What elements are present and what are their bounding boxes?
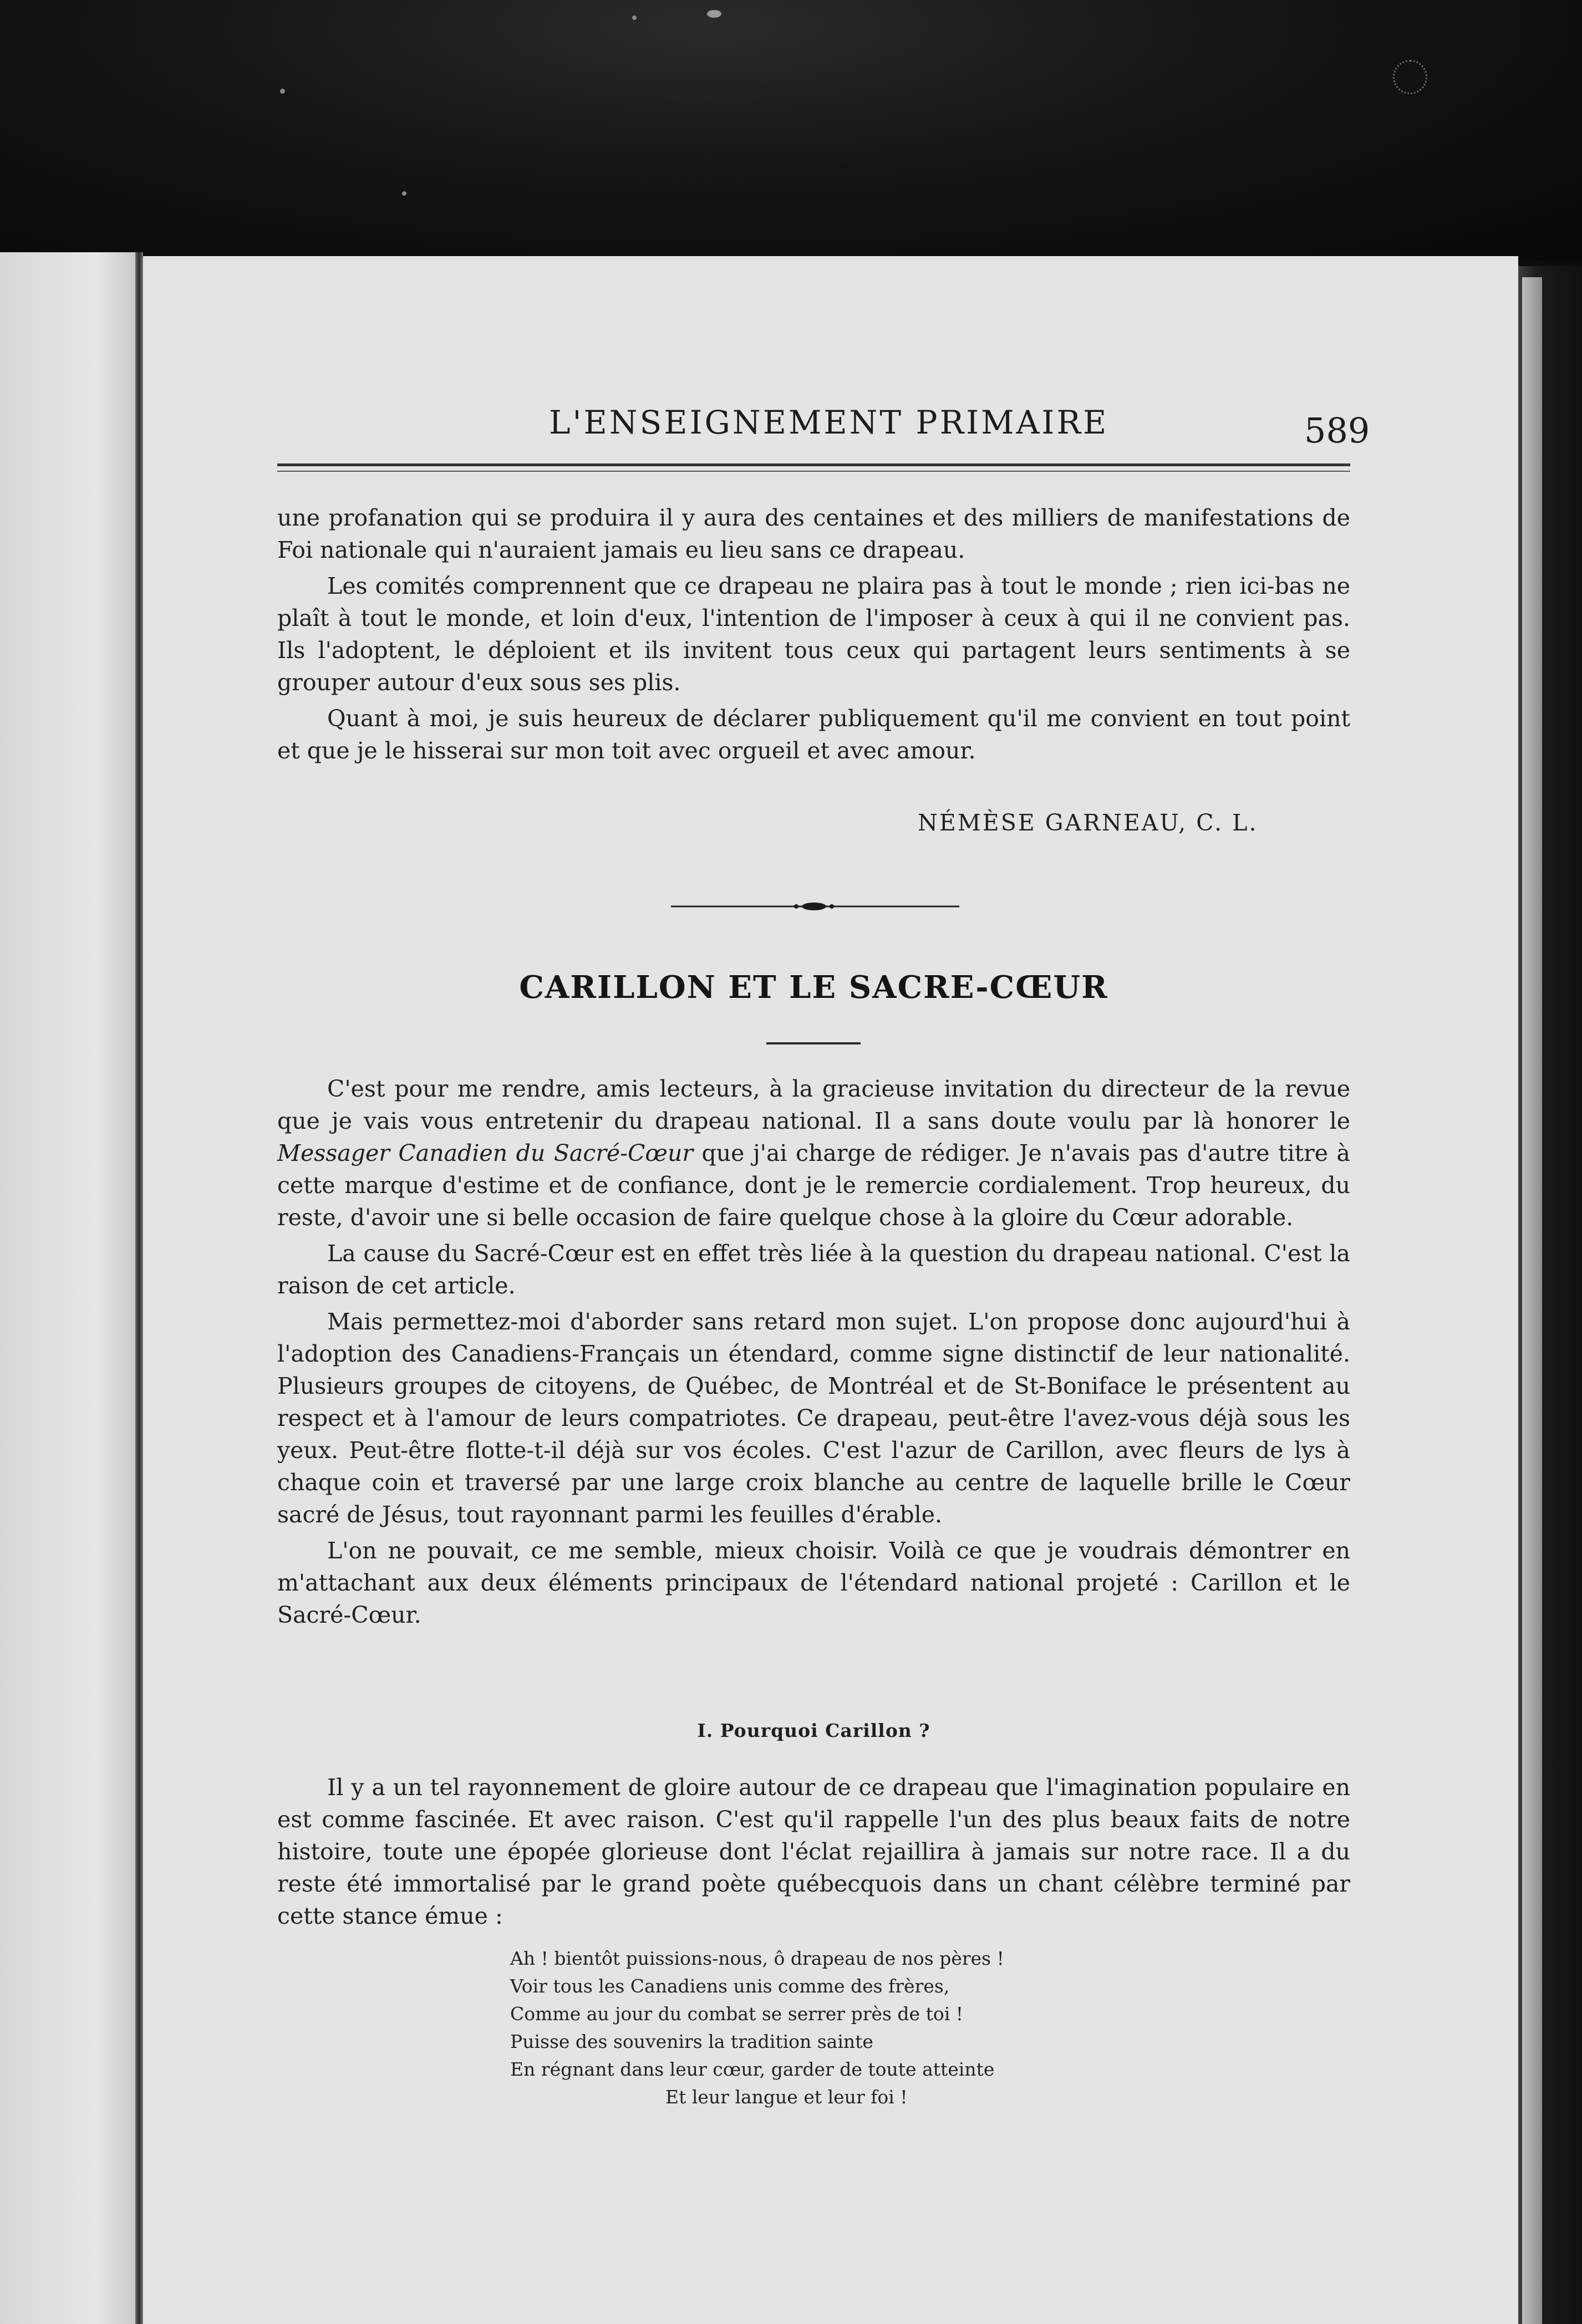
- article-title: CARILLON ET LE SACRE-CŒUR: [519, 969, 1108, 1006]
- header-rule: [277, 463, 1350, 472]
- poem-line: Puisse des souvenirs la tradition sainte: [510, 2031, 873, 2052]
- second-article-body: [277, 1073, 1350, 1635]
- paragraph: Mais permettez-moi d'aborder sans retard mon sujet. L'on propose donc aujourd'hui à l'adoption des Canadiens-Français un étendard, comme signe distinctif de leur nationalité. Plusieurs groupes de citoyens, de Québec, de Montréal et de St-Boniface le présentent au respect et à l'amour de leurs compatriotes. Ce drapeau, peut-être l'avez-vous déjà sous les yeux. Peut-être flotte-t-il déjà sur vos écoles. C'est l'azur de Carillon, avec fleurs de lys à chaque coin et traversé par une large croix blanche au centre de laquelle brille le Cœur sacré de Jésus, tout rayonnant parmi les feuilles d'érable.: [277, 1308, 1350, 1528]
- title-rule: [766, 1042, 861, 1044]
- author-signature: NÉMÈSE GARNEAU, C. L.: [918, 809, 1258, 836]
- page-number: 589: [1304, 410, 1370, 451]
- paragraph: [277, 1073, 1350, 1234]
- dust-speck: [632, 16, 637, 20]
- poem-line: En régnant dans leur cœur, garder de toute atteinte: [510, 2058, 995, 2080]
- text-run: C'est pour me rendre, amis lecteurs, à la gracieuse invitation du directeur de la revue que je vais vous entretenir du drapeau national. Il a sans doute voulu par là honorer le: [277, 1076, 1350, 1134]
- section-subheading: I. Pourquoi Carillon ?: [697, 1720, 930, 1741]
- dust-speck: [280, 89, 285, 94]
- poem-line: Ah ! bientôt puissions-nous, ô drapeau de nos pères !: [510, 1948, 1004, 1969]
- paragraph: La cause du Sacré-Cœur est en effet très liée à la question du drapeau national. C'est la raison de cet article.: [277, 1240, 1350, 1299]
- paragraph: une profanation qui se produira il y aura des centaines et des milliers de manifestations de Foi nationale qui n'auraient jamais eu lieu sans ce drapeau.: [277, 504, 1350, 563]
- separator-ornament: [671, 895, 959, 918]
- publication-title: Messager Canadien du Sacré-Cœur: [277, 1140, 693, 1166]
- poem-line: Voir tous les Canadiens unis comme des frères,: [510, 1975, 950, 1997]
- scanner-background: [0, 0, 1582, 261]
- book-gutter: [135, 252, 143, 2324]
- paragraph: Les comités comprennent que ce drapeau ne plaira pas à tout le monde ; rien ici-bas ne plaît à tout le monde, et loin d'eux, l'intention de l'imposer à ceux à qui il ne convient pas. Ils l'adoptent, le déploient et ils invitent tous ceux qui partagent leurs sentiments à se grouper autour d'eux sous ses plis.: [277, 573, 1350, 696]
- poem-line: Comme au jour du combat se serrer près de toi !: [510, 2003, 964, 2025]
- poem-stanza: [510, 1945, 1176, 2111]
- page-edge-strip: [1522, 277, 1542, 2324]
- paragraph: Quant à moi, je suis heureux de déclarer publiquement qu'il me convient en tout point et que je le hisserai sur mon toit avec orgueil et avec amour.: [277, 705, 1350, 764]
- section-one-body: [277, 1771, 1350, 1936]
- poem-line: Et leur langue et leur foi !: [665, 2086, 908, 2108]
- paragraph: L'on ne pouvait, ce me semble, mieux choisir. Voilà ce que je voudrais démontrer en m'attachant aux deux éléments principaux de l'étendard national projeté : Carillon et le Sacré-Cœur.: [277, 1537, 1350, 1628]
- first-article-body: [277, 502, 1350, 771]
- punch-hole-mark: [1393, 60, 1427, 94]
- text-run: que j'ai charge de rédiger. Je n'avais pas d'autre titre à cette marque d'estime et de confiance, dont je le remercie cordialement. Trop heureux, du reste, d'avoir une si belle occasion de faire quelque chose à la gloire du Cœur adorable.: [277, 1140, 1350, 1231]
- dust-speck: [402, 191, 406, 196]
- dust-speck: [707, 10, 721, 18]
- paragraph: Il y a un tel rayonnement de gloire autour de ce drapeau que l'imagination populaire en est comme fascinée. Et avec raison. C'est qu'il rappelle l'un des plus beaux faits de notre histoire, toute une épopée glorieuse dont l'éclat rejaillira à jamais sur notre race. Il a du reste été immortalisé par le grand poète québecquois dans un chant célèbre terminé par cette stance émue :: [277, 1774, 1350, 1929]
- running-title: L'ENSEIGNEMENT PRIMAIRE: [549, 404, 1109, 441]
- facing-page-edge: [0, 252, 138, 2324]
